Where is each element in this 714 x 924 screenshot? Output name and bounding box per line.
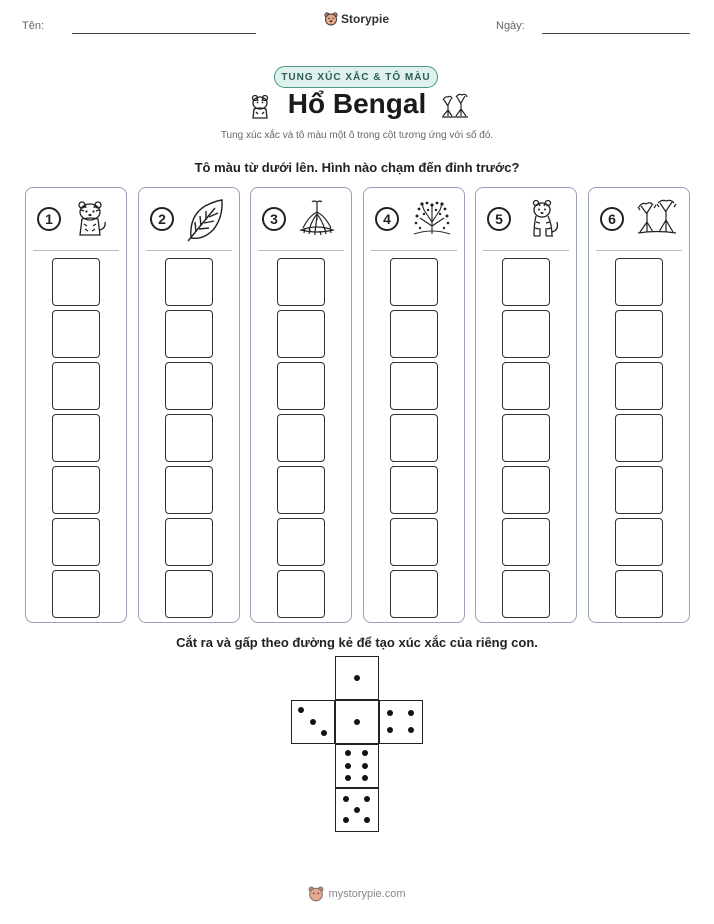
brand-name: Storypie: [341, 12, 390, 26]
color-box[interactable]: [390, 518, 438, 566]
color-box[interactable]: [52, 466, 100, 514]
color-box[interactable]: [52, 362, 100, 410]
color-box[interactable]: [165, 414, 213, 462]
color-box[interactable]: [390, 258, 438, 306]
dice-pip: [345, 750, 351, 756]
color-box[interactable]: [502, 362, 550, 410]
column-divider: [483, 250, 569, 251]
column-number: 6: [600, 207, 624, 231]
bear-icon: [324, 12, 338, 26]
dice-pip: [364, 817, 370, 823]
color-box[interactable]: [502, 258, 550, 306]
color-box[interactable]: [615, 310, 663, 358]
column-number: 3: [262, 207, 286, 231]
dice-pip: [408, 727, 414, 733]
dice-face-4: [379, 700, 423, 744]
name-label: Tên:: [22, 20, 45, 32]
dice-face-1: [335, 700, 379, 744]
column-5: [475, 187, 577, 623]
column-4: [363, 187, 465, 623]
color-box[interactable]: [165, 518, 213, 566]
color-box[interactable]: [277, 518, 325, 566]
dice-pip: [387, 727, 393, 733]
color-box[interactable]: [615, 518, 663, 566]
bear-icon: [308, 886, 324, 902]
dice-instruction: Cắt ra và gấp theo đường kẻ để tạo xúc xắc của riêng con.: [176, 635, 538, 650]
column-number: 5: [487, 207, 511, 231]
mangrove-root-icon: [297, 198, 337, 243]
footer-url: mystorypie.com: [328, 888, 406, 900]
column-number: 2: [150, 207, 174, 231]
color-box[interactable]: [277, 310, 325, 358]
color-box[interactable]: [615, 414, 663, 462]
date-label: Ngày:: [496, 20, 525, 32]
dice-face-6: [335, 744, 379, 788]
dice-pip: [345, 763, 351, 769]
color-box[interactable]: [165, 310, 213, 358]
color-box[interactable]: [52, 258, 100, 306]
column-1: [25, 187, 127, 623]
footer: [0, 886, 714, 902]
color-box[interactable]: [615, 570, 663, 618]
column-divider: [371, 250, 457, 251]
mangrove-trees-icon: [635, 198, 679, 243]
color-box[interactable]: [277, 466, 325, 514]
color-box[interactable]: [502, 414, 550, 462]
dice-face-1: [335, 656, 379, 700]
page-title: Hổ Bengal: [287, 88, 427, 119]
color-box[interactable]: [52, 518, 100, 566]
dice-pip: [354, 807, 360, 813]
bush-icon: [410, 198, 454, 243]
tiger-icon: [522, 198, 560, 245]
color-box[interactable]: [502, 310, 550, 358]
name-field[interactable]: [72, 33, 256, 34]
color-box[interactable]: [277, 570, 325, 618]
dice-face-3: [291, 700, 335, 744]
leaf-icon: [185, 198, 225, 247]
color-box[interactable]: [165, 258, 213, 306]
color-box[interactable]: [390, 466, 438, 514]
color-box[interactable]: [615, 258, 663, 306]
column-number: 4: [375, 207, 399, 231]
tiger-cub-icon: [72, 198, 108, 243]
dice-pip: [362, 763, 368, 769]
color-box[interactable]: [165, 466, 213, 514]
dice-pip: [408, 710, 414, 716]
color-box[interactable]: [390, 414, 438, 462]
dice-pip: [310, 719, 316, 725]
column-3: [250, 187, 352, 623]
dice-pip: [298, 707, 304, 713]
column-divider: [596, 250, 682, 251]
color-box[interactable]: [277, 258, 325, 306]
storypie-logo: [324, 12, 389, 26]
column-6: [588, 187, 690, 623]
color-box[interactable]: [277, 362, 325, 410]
color-box[interactable]: [615, 362, 663, 410]
color-box[interactable]: [502, 518, 550, 566]
column-divider: [33, 250, 119, 251]
color-box[interactable]: [52, 570, 100, 618]
subtitle: Tung xúc xắc và tô màu một ô trong cột tương ứng với số đó.: [220, 130, 494, 141]
color-box[interactable]: [390, 570, 438, 618]
dice-pip: [354, 719, 360, 725]
dice-pip: [364, 796, 370, 802]
date-field[interactable]: [542, 33, 690, 34]
color-box[interactable]: [52, 310, 100, 358]
column-2: [138, 187, 240, 623]
coloring-instruction: Tô màu từ dưới lên. Hình nào chạm đến đỉnh trước?: [194, 160, 520, 175]
dice-pip: [321, 730, 327, 736]
color-box[interactable]: [52, 414, 100, 462]
dice-pip: [345, 775, 351, 781]
dice-pip: [387, 710, 393, 716]
dice-pip: [343, 817, 349, 823]
dice-pip: [362, 750, 368, 756]
dice-face-5: [335, 788, 379, 832]
column-divider: [258, 250, 344, 251]
color-box[interactable]: [615, 466, 663, 514]
activity-tag: TUNG XÚC XẮC & TÔ MÀU: [274, 66, 438, 88]
dice-pip: [362, 775, 368, 781]
dice-pip: [354, 675, 360, 681]
mangrove-trees-icon: [440, 92, 470, 120]
column-number: 1: [37, 207, 61, 231]
color-box[interactable]: [502, 466, 550, 514]
column-divider: [146, 250, 232, 251]
color-box[interactable]: [277, 414, 325, 462]
dice-pip: [343, 796, 349, 802]
color-box[interactable]: [390, 310, 438, 358]
color-box[interactable]: [502, 570, 550, 618]
color-box[interactable]: [390, 362, 438, 410]
color-box[interactable]: [165, 362, 213, 410]
color-box[interactable]: [165, 570, 213, 618]
